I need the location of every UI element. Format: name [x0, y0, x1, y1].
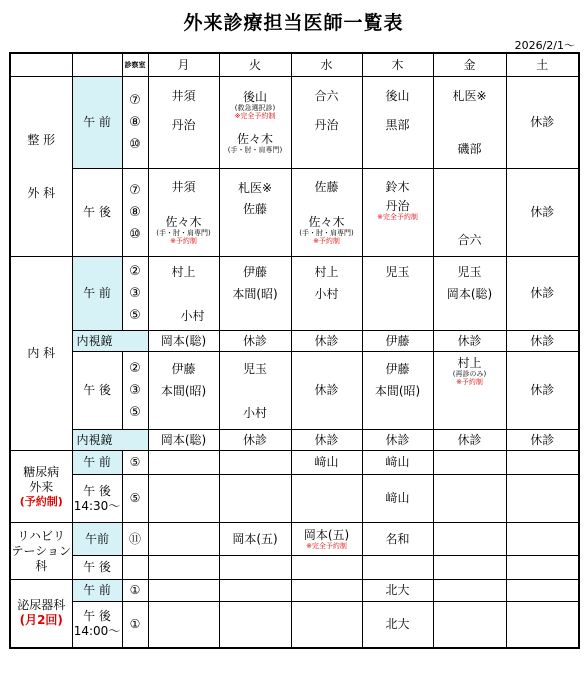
tonyo-pm-row: [10, 475, 579, 523]
room-number: ①: [122, 602, 148, 648]
cell-thu: [362, 169, 433, 257]
room-list: [122, 169, 148, 257]
doctor-name: 村上: [314, 264, 339, 279]
cell-thu: 名和: [362, 523, 433, 556]
cell-sat: [506, 580, 579, 602]
cell-tue: [219, 602, 291, 648]
cell-thu: 北大: [362, 602, 433, 648]
cell-fri: 休診: [433, 430, 506, 451]
cell-tue: 休診: [219, 430, 291, 451]
doctor-name: 丹治: [314, 117, 339, 132]
naika-pm-row: [10, 352, 579, 430]
hinyo-pm-row: [10, 602, 579, 648]
header-blank: [10, 53, 72, 77]
cell-fri: 合六: [433, 169, 506, 257]
cell-sat: 休診: [506, 352, 579, 430]
reservation-note: ※完全予約制: [306, 541, 347, 550]
cell-thu: 休診: [362, 430, 433, 451]
doctor-name: 佐々木: [165, 214, 202, 229]
cell-wed: 休診: [291, 352, 362, 430]
dept-hinyo-label-a: 泌尿器科: [17, 598, 66, 613]
room-number: ⑧: [129, 204, 141, 220]
cell-wed: 﨑山: [291, 451, 362, 475]
cell-tue: [219, 580, 291, 602]
cell-thu: [362, 77, 433, 169]
dept-seikei-label-a: 整 形: [27, 132, 56, 147]
cell-tue: [219, 475, 291, 523]
doctor-name: 児玉: [242, 361, 267, 376]
cell-fri: [433, 451, 506, 475]
cell-mon: [148, 451, 219, 475]
cell-mon: [148, 257, 219, 331]
seikei-pm-row: [10, 169, 579, 257]
cell-thu: 伊藤: [362, 331, 433, 352]
cell-sat: 休診: [506, 430, 579, 451]
naika-endo-pm-row: [10, 430, 579, 451]
cell-fri: [433, 556, 506, 580]
header-row: [10, 53, 579, 77]
slot-am: 午 前: [72, 580, 122, 602]
cell-sat: 休診: [506, 257, 579, 331]
dept-tonyo-reservation: (予約制): [19, 494, 63, 508]
slot-pm: 午 後: [72, 556, 122, 580]
slot-pm-time: 14:00～: [73, 624, 121, 639]
doctor-name: 佐々木: [236, 132, 273, 147]
header-blank: [72, 53, 122, 77]
dept-seikei: [10, 77, 72, 257]
slot-pm: [72, 602, 122, 648]
cell-thu: [362, 257, 433, 331]
cell-thu: 北大: [362, 580, 433, 602]
room-number: ⑦: [129, 92, 141, 108]
room-list: [122, 77, 148, 169]
cell-wed: 休診: [291, 331, 362, 352]
cell-mon: [148, 523, 219, 556]
header-day-sat: 土: [506, 53, 579, 77]
cell-wed: [291, 169, 362, 257]
doctor-note: (手・肘・肩専門): [156, 228, 211, 237]
hinyo-am-row: [10, 580, 579, 602]
cell-fri: [433, 523, 506, 556]
dept-tonyo-label-b: 外来: [29, 479, 54, 494]
cell-fri: [433, 475, 506, 523]
reservation-note: ※完全予約制: [377, 212, 418, 221]
room-number: ③: [129, 382, 141, 398]
doctor-name: 伊藤: [242, 264, 267, 279]
cell-mon: [148, 352, 219, 430]
doctor-note: (手・肘・肩専門): [299, 228, 354, 237]
cell-thu: [362, 352, 433, 430]
doctor-name: 本間(昭): [160, 383, 207, 398]
slot-am: 午 前: [72, 77, 122, 169]
doctor-name: 黒部: [385, 117, 410, 132]
cell-wed: 休診: [291, 430, 362, 451]
cell-mon: 岡本(聡): [148, 331, 219, 352]
cell-sat: [506, 451, 579, 475]
slot-am: 午 前: [72, 451, 122, 475]
cell-mon: [148, 169, 219, 257]
naika-endo-am-row: [10, 331, 579, 352]
doctor-name: 井須: [171, 179, 196, 194]
reservation-note: ※完全予約制: [234, 111, 276, 120]
cell-wed: [291, 556, 362, 580]
doctor-name: 札医※: [237, 180, 273, 195]
cell-wed: [291, 602, 362, 648]
cell-tue: [219, 352, 291, 430]
doctor-name: 本間(昭): [374, 383, 421, 398]
doctor-name: 札医※: [452, 88, 487, 103]
room-number: ③: [129, 285, 141, 301]
doctor-name: 児玉: [385, 264, 410, 279]
cell-wed: [291, 257, 362, 331]
doctor-name: 村上: [171, 264, 196, 279]
reservation-note: ※予約制: [313, 236, 340, 245]
cell-mon: [148, 580, 219, 602]
reservation-note: ※予約制: [170, 236, 197, 245]
cell-wed: [291, 77, 362, 169]
seikei-am-row: [10, 77, 579, 169]
dept-tonyo-label-a: 糖尿病: [23, 464, 60, 479]
reha-pm-row: [10, 556, 579, 580]
slot-am: 午 前: [72, 257, 122, 331]
doctor-name: 佐藤: [314, 179, 339, 194]
doctor-note: (救急選択診): [234, 103, 276, 112]
cell-sat: 休診: [506, 77, 579, 169]
cell-wed: [291, 523, 362, 556]
cell-tue: [219, 451, 291, 475]
cell-sat: [506, 602, 579, 648]
doctor-note: (再診のみ): [452, 370, 487, 378]
cell-fri: [433, 77, 506, 169]
slot-pm: [72, 475, 122, 523]
doctor-name: 村上: [457, 356, 482, 370]
dept-tonyo: [10, 451, 72, 523]
reha-am-row: [10, 523, 579, 556]
room-number: ⑤: [122, 451, 148, 475]
room-list: [122, 257, 148, 331]
room-number: [122, 556, 148, 580]
cell-fri: [433, 602, 506, 648]
slot-pm: 午 後: [72, 352, 122, 430]
doctor-name: 伊藤: [385, 361, 410, 376]
cell-tue: [219, 77, 291, 169]
room-number: ⑧: [129, 114, 141, 130]
slot-endoscopy: 内視鏡: [72, 331, 148, 352]
doctor-name: 岡本(聡): [446, 286, 493, 301]
dept-naika: 内 科: [10, 257, 72, 451]
doctor-name: 鈴木: [385, 179, 410, 194]
cell-fri: [433, 352, 506, 430]
doctor-name: 児玉: [457, 264, 482, 279]
cell-tue: 休診: [219, 331, 291, 352]
dept-seikei-label-b: 外 科: [27, 185, 56, 200]
cell-wed: [291, 475, 362, 523]
doctor-name: 小村: [180, 308, 205, 323]
dept-reha-label-a: リハビリ: [17, 528, 66, 543]
cell-tue: [219, 169, 291, 257]
dept-reha-label-b: テーション科: [11, 543, 72, 573]
room-list: [122, 352, 148, 430]
slot-pm-label: 午 後: [83, 609, 111, 624]
cell-fri: [433, 257, 506, 331]
slot-pm: 午 後: [72, 169, 122, 257]
cell-sat: [506, 475, 579, 523]
doctor-name: 後山: [242, 89, 267, 104]
doctor-name: 後山: [385, 88, 410, 103]
cell-thu: [362, 556, 433, 580]
room-number: ⑤: [122, 475, 148, 523]
header-day-mon: 月: [148, 53, 219, 77]
cell-tue: 岡本(五): [219, 523, 291, 556]
dept-hinyo-frequency: (月2回): [19, 613, 63, 628]
slot-pm-time: 14:30～: [73, 498, 121, 513]
cell-mon: [148, 602, 219, 648]
effective-date: 2026/2/1～: [514, 39, 575, 52]
schedule-table: [9, 52, 580, 649]
room-number: ①: [122, 580, 148, 602]
cell-sat: 休診: [506, 169, 579, 257]
dept-reha: [10, 523, 72, 580]
header-day-fri: 金: [433, 53, 506, 77]
reservation-note: ※予約制: [456, 377, 483, 386]
cell-mon: [148, 77, 219, 169]
room-number: ⑪: [122, 523, 148, 556]
room-number: ⑩: [129, 226, 141, 242]
doctor-note: (手・肘・肩専門): [227, 146, 283, 155]
cell-fri: [433, 580, 506, 602]
cell-mon: [148, 556, 219, 580]
header-day-wed: 水: [291, 53, 362, 77]
doctor-name: 井須: [171, 88, 196, 103]
cell-thu: 﨑山: [362, 475, 433, 523]
doctor-name: 丹治: [385, 198, 410, 213]
room-number: ⑦: [129, 182, 141, 198]
cell-wed: [291, 580, 362, 602]
cell-mon: [148, 475, 219, 523]
room-number: ⑤: [129, 307, 141, 323]
room-number: ②: [129, 263, 141, 279]
cell-sat: [506, 523, 579, 556]
cell-sat: 休診: [506, 331, 579, 352]
doctor-name: 本間(昭): [232, 286, 278, 301]
doctor-name: 磯部: [457, 141, 482, 156]
doctor-name: 岡本(五): [303, 527, 350, 542]
room-number: ②: [129, 360, 141, 376]
doctor-name: 合六: [314, 88, 339, 103]
naika-am-row: [10, 257, 579, 331]
cell-thu: 﨑山: [362, 451, 433, 475]
page-title: 外来診療担当医師一覧表: [183, 12, 404, 34]
doctor-name: 丹治: [171, 117, 196, 132]
header-day-thu: 木: [362, 53, 433, 77]
doctor-name: 佐藤: [242, 201, 267, 216]
slot-pm-label: 午 後: [83, 483, 111, 498]
header-day-tue: 火: [219, 53, 291, 77]
tonyo-am-row: [10, 451, 579, 475]
room-number: ⑩: [129, 136, 141, 152]
cell-sat: [506, 556, 579, 580]
doctor-name: 小村: [314, 286, 339, 301]
slot-am: 午前: [72, 523, 122, 556]
doctor-name: 佐々木: [308, 214, 345, 229]
cell-fri: 休診: [433, 331, 506, 352]
cell-mon: 岡本(聡): [148, 430, 219, 451]
header-room: 診察室: [122, 53, 148, 77]
doctor-name: 伊藤: [171, 361, 196, 376]
room-number: ⑤: [129, 404, 141, 420]
cell-tue: [219, 556, 291, 580]
doctor-name: 小村: [242, 405, 267, 420]
dept-hinyo: [10, 580, 72, 648]
slot-endoscopy: 内視鏡: [72, 430, 148, 451]
cell-tue: [219, 257, 291, 331]
